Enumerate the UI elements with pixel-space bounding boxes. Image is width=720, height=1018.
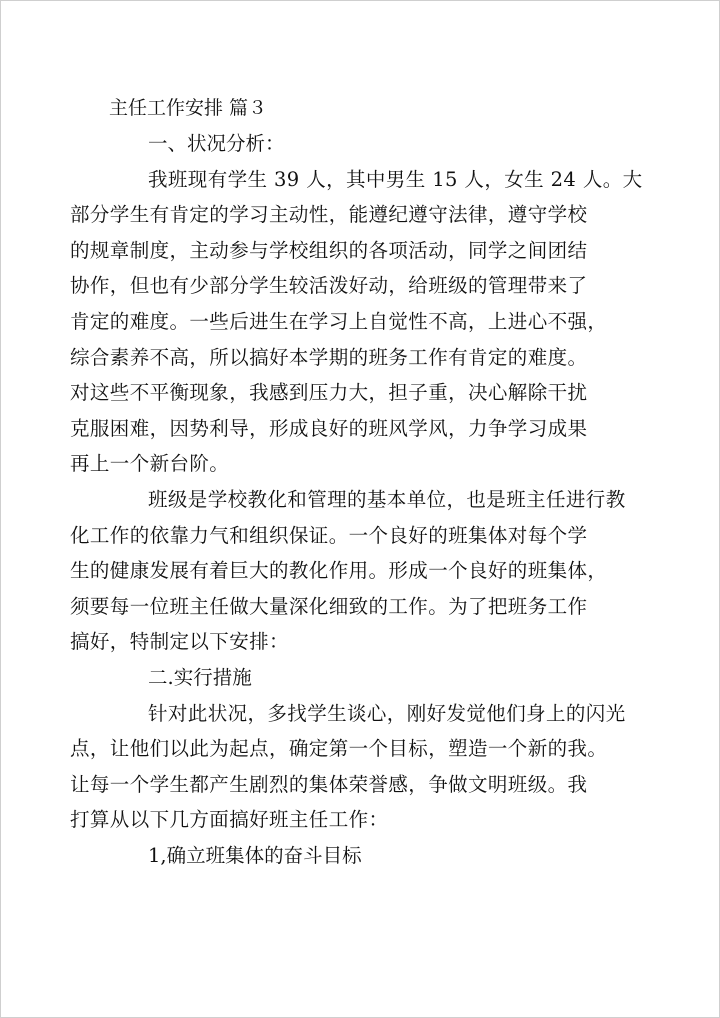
paragraph-line: 协作，但也有少部分学生较活泼好动，给班级的管理带来了 xyxy=(70,274,588,298)
paragraph-line: 针对此状况，多找学生谈心，刚好发觉他们身上的闪光 xyxy=(148,701,626,725)
list-item-goal: 1,确立班集体的奋斗目标 xyxy=(148,843,362,867)
paragraph-line: 搞好，特制定以下安排： xyxy=(70,630,289,654)
document-body xyxy=(70,91,643,873)
paragraph-line: 克服困难，因势利导，形成良好的班风学风，力争学习成果 xyxy=(70,416,588,440)
paragraph-line: 肯定的难度。一些后进生在学习上自觉性不高，上进心不强， xyxy=(70,309,608,333)
paragraph-line: 让每一个学生都产生剧烈的集体荣誉感，争做文明班级。我 xyxy=(70,772,588,796)
paragraph-line: 部分学生有肯定的学习主动性，能遵纪遵守法律，遵守学校 xyxy=(70,203,588,227)
paragraph-situation xyxy=(70,162,643,482)
paragraph-line: 综合素养不高，所以搞好本学期的班务工作有肯定的难度。 xyxy=(70,345,588,369)
paragraph-line: 我班现有学生 39 人，其中男生 15 人，女生 24 人。大 xyxy=(148,167,643,191)
section-heading-measures: 二.实行措施 xyxy=(148,665,252,689)
paragraph-line: 班级是学校教化和管理的基本单位，也是班主任进行教 xyxy=(148,487,626,511)
paragraph-line: 须要每一位班主任做大量深化细致的工作。为了把班务工作 xyxy=(70,594,588,618)
paragraph-measures xyxy=(70,696,626,838)
document-title: 主任工作安排 篇３ xyxy=(109,97,268,119)
paragraph-line: 生的健康发展有着巨大的教化作用。形成一个良好的班集体， xyxy=(70,559,608,583)
paragraph-line: 再上一个新台阶。 xyxy=(70,452,230,476)
paragraph-class-role xyxy=(70,482,626,660)
paragraph-line: 打算从以下几方面搞好班主任工作： xyxy=(70,808,389,832)
paragraph-line: 点，让他们以此为起点，确定第一个目标，塑造一个新的我。 xyxy=(70,737,608,761)
section-heading-situation: 一、状况分析： xyxy=(148,132,285,155)
paragraph-line: 的规章制度，主动参与学校组织的各项活动，同学之间团结 xyxy=(70,238,588,262)
paragraph-line: 对这些不平衡现象，我感到压力大，担子重，决心解除干扰 xyxy=(70,381,588,405)
paragraph-line: 化工作的依靠力气和组织保证。一个良好的班集体对每个学 xyxy=(70,523,588,547)
